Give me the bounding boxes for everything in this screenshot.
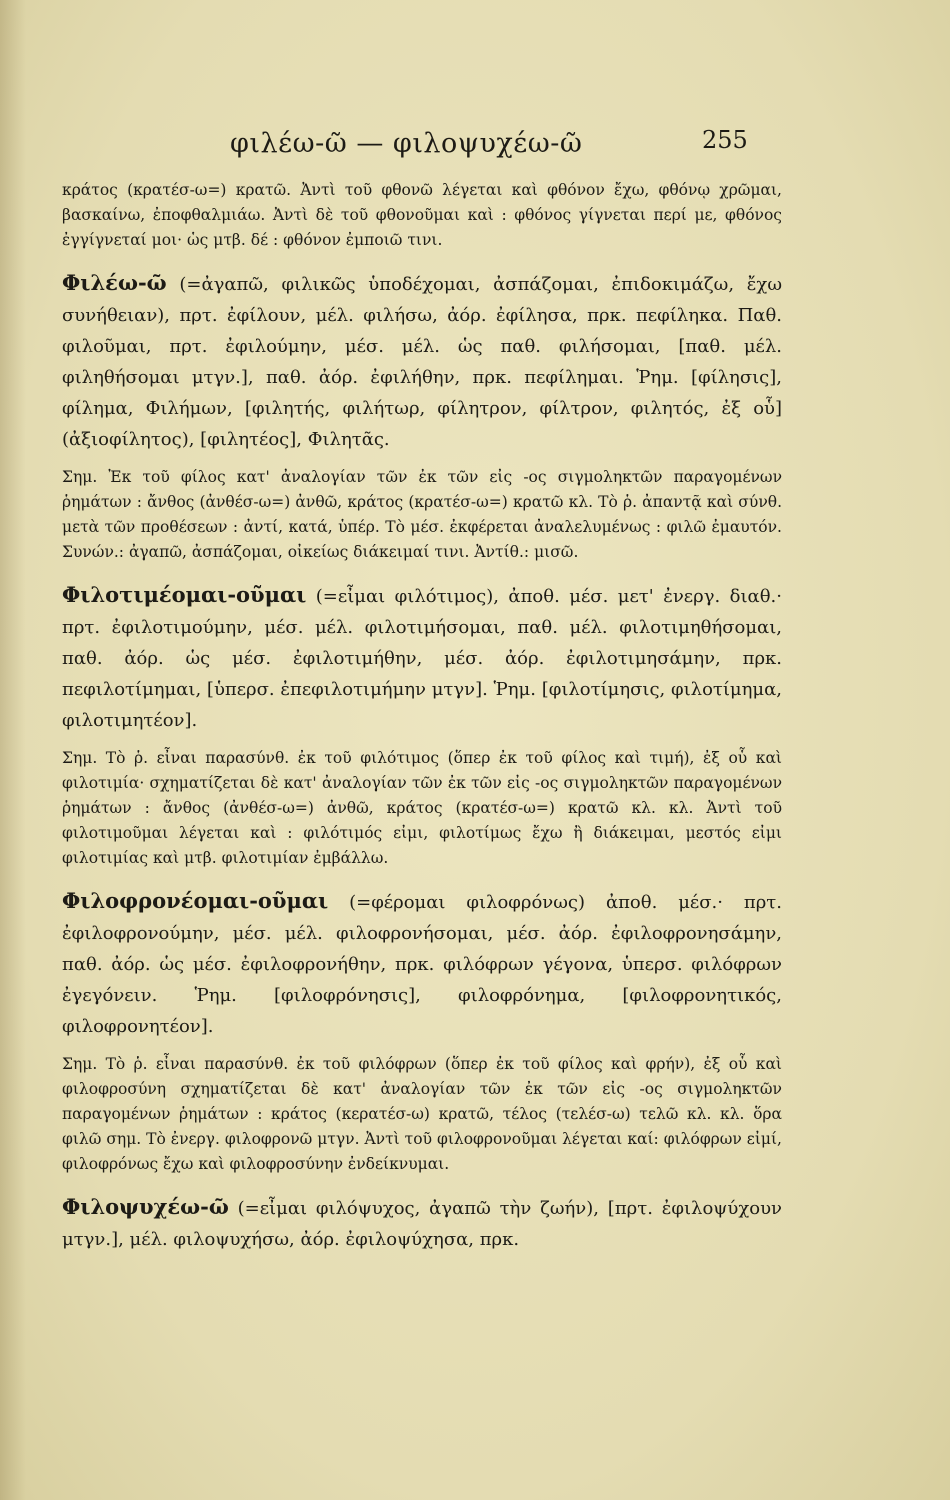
note-philophroneomai (62, 1052, 782, 1177)
note-continuation (62, 178, 782, 253)
running-head: φιλέω-ῶ — φιλοψυχέω-ῶ (230, 128, 583, 159)
page-header (0, 122, 950, 166)
page-number: 255 (702, 126, 748, 154)
headword: Φιλέω-ῶ (62, 270, 167, 295)
entry-philopsycheo (62, 1191, 782, 1255)
entry-philotimeomai (62, 579, 782, 736)
entry-text: (=εἶμαι φιλόψυχος, ἀγαπῶ τὴν ζωήν), [πρτ. ἐφιλοψύχουν μτγν.], μέλ. φιλοψυχήσω, ἀόρ. ἐφιλοψύχησα, πρκ. (62, 1198, 782, 1250)
note-text: Σημ. Τὸ ῥ. εἶναι παρασύνθ. ἐκ τοῦ φιλότιμος (ὅπερ ἐκ τοῦ φίλος καὶ τιμή), ἐξ οὗ καὶ φιλοτιμία· σχηματίζεται δὲ κατ' ἀναλογίαν τῶν ἐκ τῶν εἰς -ος σιγμοληκτῶν παραγομένων ῥημάτων : ἄνθος (ἀνθέσ-ω=) ἀνθῶ, κράτος (κρατέσ-ω=) κρατῶ κλ. κλ. Ἀντὶ τοῦ φιλοτιμοῦμαι λέγεται καὶ : φιλότιμός εἰμι, φιλοτίμως ἔχω ἢ διάκειμαι, μεστός εἰμι φιλοτιμίας καὶ μτβ. φιλοτιμίαν ἐμβάλλω. (62, 749, 782, 867)
entry-text: (=ἀγαπῶ, φιλικῶς ὑποδέχομαι, ἀσπάζομαι, ἐπιδοκιμάζω, ἔχω συνήθειαν), πρτ. ἐφίλουν, μέλ. φιλήσω, ἀόρ. ἐφίλησα, πρκ. πεφίληκα. Παθ. φιλοῦμαι, πρτ. ἐφιλούμην, μέσ. μέλ. ὡς παθ. φιλήσομαι, [παθ. μέλ. φιληθήσομαι μτγν.], παθ. ἀόρ. ἐφιλήθην, πρκ. πεφίλημαι. Ῥημ. [φίλησις], φίλημα, Φιλήμων, [φιλητής, φιλήτωρ, φίλητρον, φίλτρον, φιλητός, ἐξ οὗ] (ἀξιοφίλητος), [φιλητέος], Φιλητᾶς. (62, 274, 782, 450)
entry-phileo (62, 267, 782, 455)
entry-text: (=φέρομαι φιλοφρόνως) ἀποθ. μέσ.· πρτ. ἐφιλοφρονούμην, μέσ. μέλ. φιλοφρονήσομαι, μέσ. ἀόρ. ἐφιλοφρονησάμην, παθ. ἀόρ. ὡς μέσ. ἐφιλοφρονήθην, πρκ. φιλόφρων γέγονα, ὑπερσ. φιλόφρων ἐγεγόνειν. Ῥημ. [φιλοφρόνησις], φιλοφρόνημα, [φιλοφρονητικός, φιλοφρονητέον]. (62, 892, 782, 1037)
headword: Φιλοφρονέομαι-οῦμαι (62, 888, 329, 913)
dictionary-text (62, 178, 782, 1255)
headword: Φιλοτιμέομαι-οῦμαι (62, 582, 307, 607)
page-edge-shadow (0, 0, 26, 1500)
note-philotimeomai (62, 746, 782, 871)
note-text: Σημ. Ἐκ τοῦ φίλος κατ' ἀναλογίαν τῶν ἐκ τῶν εἰς -ος σιγμοληκτῶν παραγομένων ῥημάτων : ἄνθος (ἀνθέσ-ω=) ἀνθῶ, κράτος (κρατέσ-ω=) κρατῶ κλ. Τὸ ῥ. ἀπαντᾷ καὶ σύνθ. μετὰ τῶν προθέσεων : ἀντί, κατά, ὑπέρ. Τὸ μέσ. ἐκφέρεται ἀναλελυμένως : φιλῶ ἐμαυτόν. Συνών.: ἀγαπῶ, ἀσπάζομαι, οἰκείως διάκειμαί τινι. Ἀντίθ.: μισῶ. (62, 468, 782, 561)
note-text: κράτος (κρατέσ-ω=) κρατῶ. Ἀντὶ τοῦ φθονῶ λέγεται καὶ φθόνον ἔχω, φθόνῳ χρῶμαι, βασκαίνω, ἐποφθαλμιάω. Ἀντὶ δὲ τοῦ φθονοῦμαι καὶ : φθόνος γίγνεται περί με, φθόνος ἐγγίγνεταί μοι· ὡς μτβ. δέ : φθόνον ἐμποιῶ τινι. (62, 181, 782, 249)
note-text: Σημ. Τὸ ῥ. εἶναι παρασύνθ. ἐκ τοῦ φιλόφρων (ὅπερ ἐκ τοῦ φίλος καὶ φρήν), ἐξ οὗ καὶ φιλοφροσύνη σχηματίζεται δὲ κατ' ἀναλογίαν τῶν ἐκ τῶν εἰς -ος σιγμοληκτῶν παραγομένων ῥημάτων : κράτος (κερατέσ-ω) κρατῶ, τέλος (τελέσ-ω) τελῶ κλ. κλ. ὅρα φιλῶ σημ. Τὸ ἐνεργ. φιλοφρονῶ μτγν. Ἀντὶ τοῦ φιλοφρονοῦμαι λέγεται καί: φιλόφρων εἰμί, φιλοφρόνως ἔχω καὶ φιλοφροσύνην ἐνδείκνυμαι. (62, 1055, 782, 1173)
headword: Φιλοψυχέω-ῶ (62, 1194, 229, 1219)
note-phileo (62, 465, 782, 565)
entry-philophroneomai (62, 885, 782, 1042)
entry-text: (=εἶμαι φιλότιμος), ἀποθ. μέσ. μετ' ἐνεργ. διαθ.· πρτ. ἐφιλοτιμούμην, μέσ. μέλ. φιλοτιμήσομαι, παθ. μέλ. φιλοτιμηθήσομαι, παθ. ἀόρ. ὡς μέσ. ἐφιλοτιμήθην, μέσ. ἀόρ. ἐφιλοτιμησάμην, πρκ. πεφιλοτίμημαι, [ὑπερσ. ἐπεφιλοτιμήμην μτγν]. Ῥημ. [φιλοτίμησις, φιλοτίμημα, φιλοτιμητέον]. (62, 586, 782, 731)
